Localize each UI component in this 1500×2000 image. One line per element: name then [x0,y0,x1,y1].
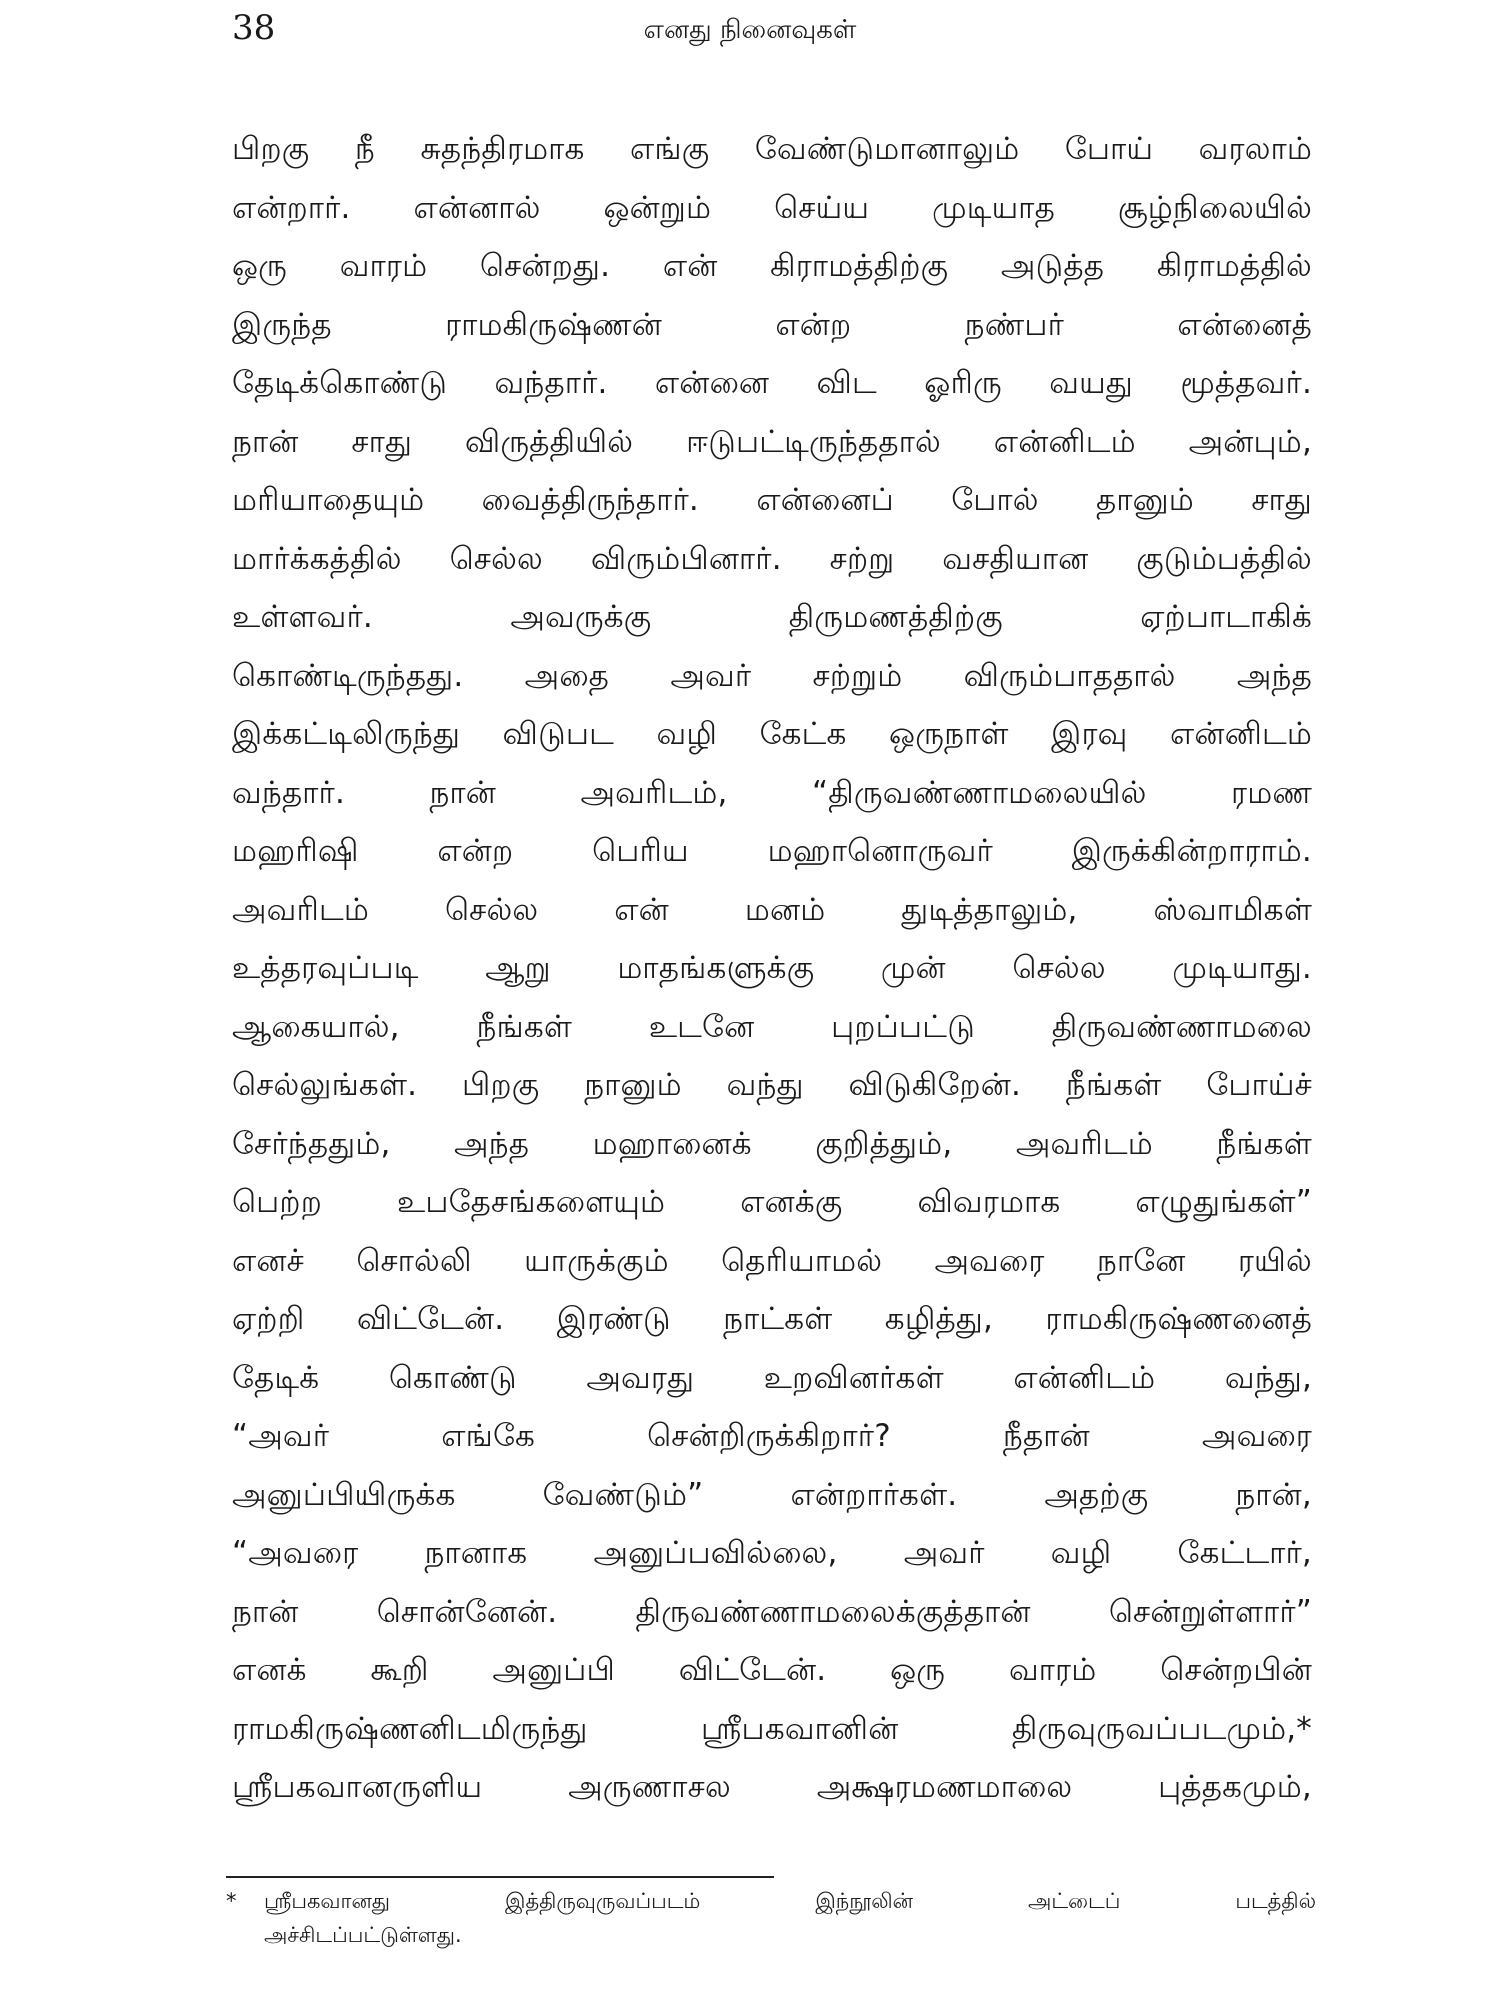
footnote-text: ஸ்ரீபகவானது இத்திருவுருவப்படம் இந்நூலின் அட்டைப் படத்தில் [264,1889,1316,1913]
text-line: ஒரு வாரம் சென்றது. என் கிராமத்திற்கு அடுத்த கிராமத்தில் [232,248,1312,284]
text-line: உத்தரவுப்படி ஆறு மாதங்களுக்கு முன் செல்ல முடியாது. [232,950,1312,986]
text-line: நான் சாது விருத்தியில் ஈடுபட்டிருந்ததால் என்னிடம் அன்பும், [232,423,1312,460]
text-line: அனுப்பியிருக்க வேண்டும்” என்றார்கள். அதற்கு நான், [232,1476,1312,1513]
text-line: கொண்டிருந்தது. அதை அவர் சற்றும் விரும்பாததால் அந்த [232,657,1312,694]
footnote-divider [226,1876,774,1878]
footnote-marker: * [226,1889,237,1913]
text-line: மஹரிஷி என்ற பெரிய மஹானொருவர் இருக்கின்றாராம். [232,833,1312,869]
text-line: இக்கட்டிலிருந்து விடுபட வழி கேட்க ஒருநாள் இரவு என்னிடம் [232,716,1312,752]
text-line: ஏற்றி விட்டேன். இரண்டு நாட்கள் கழித்து, ராமகிருஷ்ணனைத் [232,1301,1312,1337]
text-line: பிறகு நீ சுதந்திரமாக எங்கு வேண்டுமானாலும் போய் வரலாம் [232,131,1312,167]
text-line: தேடிக்கொண்டு வந்தார். என்னை விட ஓரிரு வயது மூத்தவர். [232,365,1312,401]
text-line: என்றார். என்னால் ஒன்றும் செய்ய முடியாத சூழ்நிலையில் [232,189,1312,226]
text-line: பெற்ற உபதேசங்களையும் எனக்கு விவரமாக எழுதுங்கள்” [232,1184,1312,1220]
text-line: மரியாதையும் வைத்திருந்தார். என்னைப் போல் தானும் சாது [232,482,1312,518]
running-title: எனது நினைவுகள் [643,15,857,45]
text-line: தேடிக் கொண்டு அவரது உறவினர்கள் என்னிடம் வந்து, [232,1359,1312,1396]
text-line: இருந்த ராமகிருஷ்ணன் என்ற நண்பர் என்னைத் [232,306,1312,343]
text-line: எனக் கூறி அனுப்பி விட்டேன். ஒரு வாரம் சென்றபின் [232,1652,1312,1688]
text-line: எனச் சொல்லி யாருக்கும் தெரியாமல் அவரை நானே ரயில் [232,1242,1312,1279]
text-line: சேர்ந்ததும், அந்த மஹானைக் குறித்தும், அவரிடம் நீங்கள் [232,1125,1312,1162]
text-line: “அவரை நானாக அனுப்பவில்லை, அவர் வழி கேட்டார், [232,1535,1312,1571]
text-line: மார்க்கத்தில் செல்ல விரும்பினார். சற்று வசதியான குடும்பத்தில் [232,540,1312,577]
text-line: நான் சொன்னேன். திருவண்ணாமலைக்குத்தான் சென்றுள்ளார்” [232,1593,1312,1630]
text-line: ராமகிருஷ்ணனிடமிருந்து ஸ்ரீபகவானின் திருவுருவப்படமும்,* [232,1710,1312,1747]
text-line: உள்ளவர். அவருக்கு திருமணத்திற்கு ஏற்பாடாகிக் [232,599,1312,635]
text-line: “அவர் எங்கே சென்றிருக்கிறார்? நீதான் அவரை [232,1418,1312,1454]
page-number: 38 [232,8,276,48]
text-line: அவரிடம் செல்ல என் மனம் துடித்தாலும், ஸ்வாமிகள் [232,891,1312,928]
text-line: செல்லுங்கள். பிறகு நானும் வந்து விடுகிறேன். நீங்கள் போய்ச் [232,1067,1312,1103]
footnote-line: அச்சிடப்பட்டுள்ளது. [264,1923,462,1947]
text-line: ஆகையால், நீங்கள் உடனே புறப்பட்டு திருவண்ணாமலை [232,1008,1312,1045]
text-line: வந்தார். நான் அவரிடம், “திருவண்ணாமலையில் ரமண [232,774,1312,811]
body-text [232,120,1312,1817]
text-line: ஸ்ரீபகவானருளிய அருணாசல அக்ஷரமணமாலை புத்தகமும், [232,1769,1312,1805]
footnote-line [226,1884,1316,1918]
footnote [226,1884,1316,1952]
